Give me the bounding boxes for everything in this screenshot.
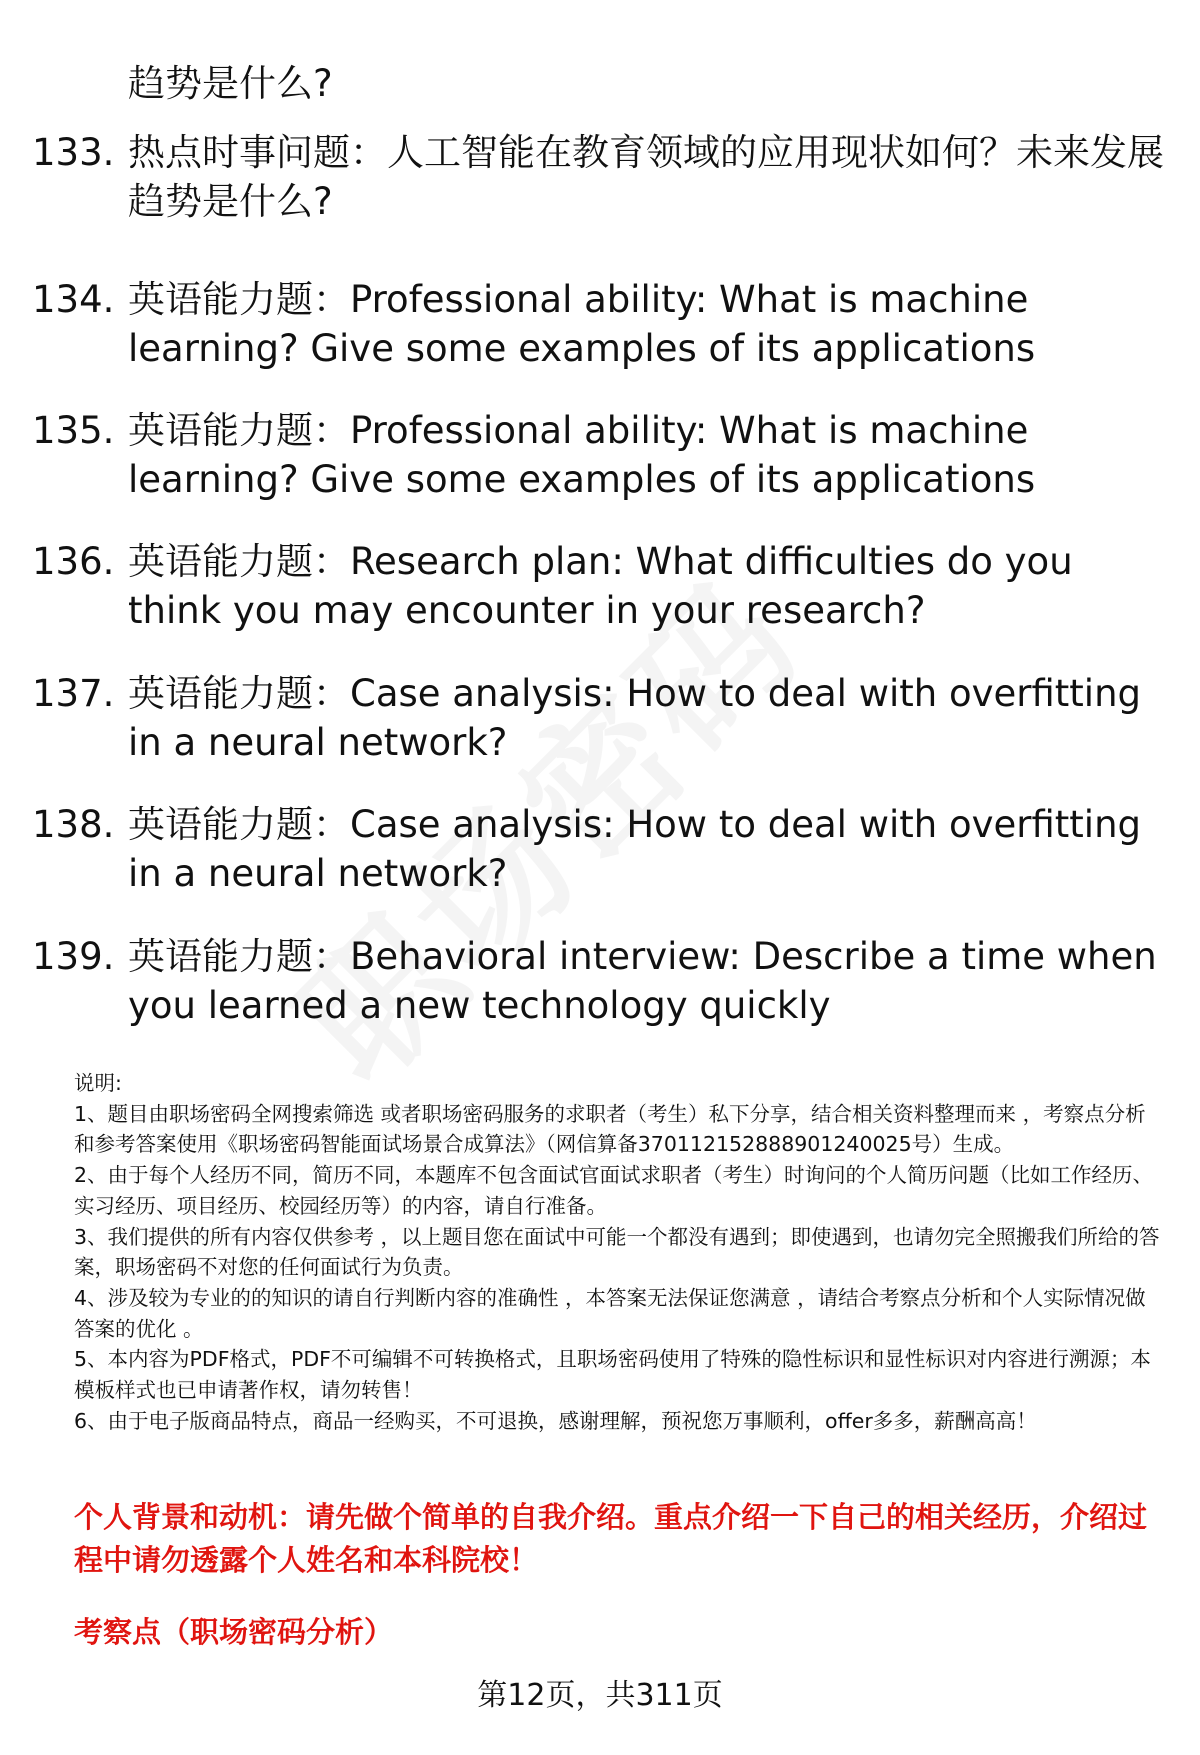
question-item [32, 800, 1172, 898]
question-item [32, 275, 1172, 373]
question-item [32, 537, 1172, 635]
question-number: 134. [32, 278, 115, 321]
question-text: 英语能力题：Professional ability: What is machine learning? Give some examples of its applications [128, 409, 1036, 501]
question-item [32, 669, 1172, 767]
question-item [32, 128, 1172, 226]
focus-question: 个人背景和动机：请先做个简单的自我介绍。重点介绍一下自己的相关经历，介绍过程中请勿透露个人姓名和本科院校！ [74, 1500, 1148, 1577]
question-item [32, 932, 1172, 1030]
question-number: 137. [32, 672, 115, 715]
note-item: 1、题目由职场密码全网搜索筛选 或者职场密码服务的求职者（考生）私下分享，结合相关资料整理而来 ，考察点分析和参考答案使用《职场密码智能面试场景合成算法》（网信算备370112152888901240025号）生成。 [74, 1101, 1146, 1157]
note-item: 4、涉及较为专业的的知识的请自行判断内容的准确性 ，本答案无法保证您满意 ，请结合考察点分析和个人实际情况做答案的优化 。 [74, 1285, 1146, 1341]
page-number: 第12页，共311页 [477, 1678, 723, 1713]
question-text: 英语能力题：Behavioral interview: Describe a time when you learned a new technology quickly [128, 935, 1157, 1027]
question-text: 热点时事问题：人工智能在教育领域的应用现状如何？未来发展趋势是什么? [128, 131, 1164, 223]
question-number: 138. [32, 803, 115, 846]
notes-section [74, 1068, 1164, 1436]
question-item [32, 406, 1172, 504]
question-text: 英语能力题：Case analysis: How to deal with overfitting in a neural network? [128, 803, 1142, 895]
note-item: 2、由于每个人经历不同，简历不同，本题库不包含面试官面试求职者（考生）时询问的个人简历问题（比如工作经历、实习经历、项目经历、校园经历等）的内容，请自行准备。 [74, 1163, 1154, 1218]
question-continuation [32, 59, 1172, 108]
question-text: 英语能力题：Case analysis: How to deal with overfitting in a neural network? [128, 672, 1142, 764]
question-text: 英语能力题：Professional ability: What is machine learning? Give some examples of its applications [128, 278, 1036, 370]
note-item: 5、本内容为PDF格式，PDF不可编辑不可转换格式，且职场密码使用了特殊的隐性标识和显性标识对内容进行溯源；本模板样式也已申请著作权，请勿转售！ [74, 1347, 1151, 1403]
notes-title: 说明: [74, 1071, 122, 1095]
note-item: 3、我们提供的所有内容仅供参考 ，以上题目您在面试中可能一个都没有遇到；即使遇到，也请勿完全照搬我们所给的答案，职场密码不对您的任何面试行为负责。 [74, 1224, 1160, 1280]
question-text: 英语能力题：Research plan: What difficulties do you think you may encounter in your research? [128, 540, 1073, 632]
focus-label: 考察点（职场密码分析） [74, 1615, 394, 1649]
question-number: 133. [32, 131, 115, 174]
question-number: 139. [32, 935, 115, 978]
question-number: 135. [32, 409, 115, 452]
note-item: 6、由于电子版商品特点，商品一经购买，不可退换，感谢理解，预祝您万事顺利，offer多多，薪酬高高！ [74, 1408, 1037, 1433]
question-number: 136. [32, 540, 115, 583]
question-text: 趋势是什么? [128, 62, 333, 105]
